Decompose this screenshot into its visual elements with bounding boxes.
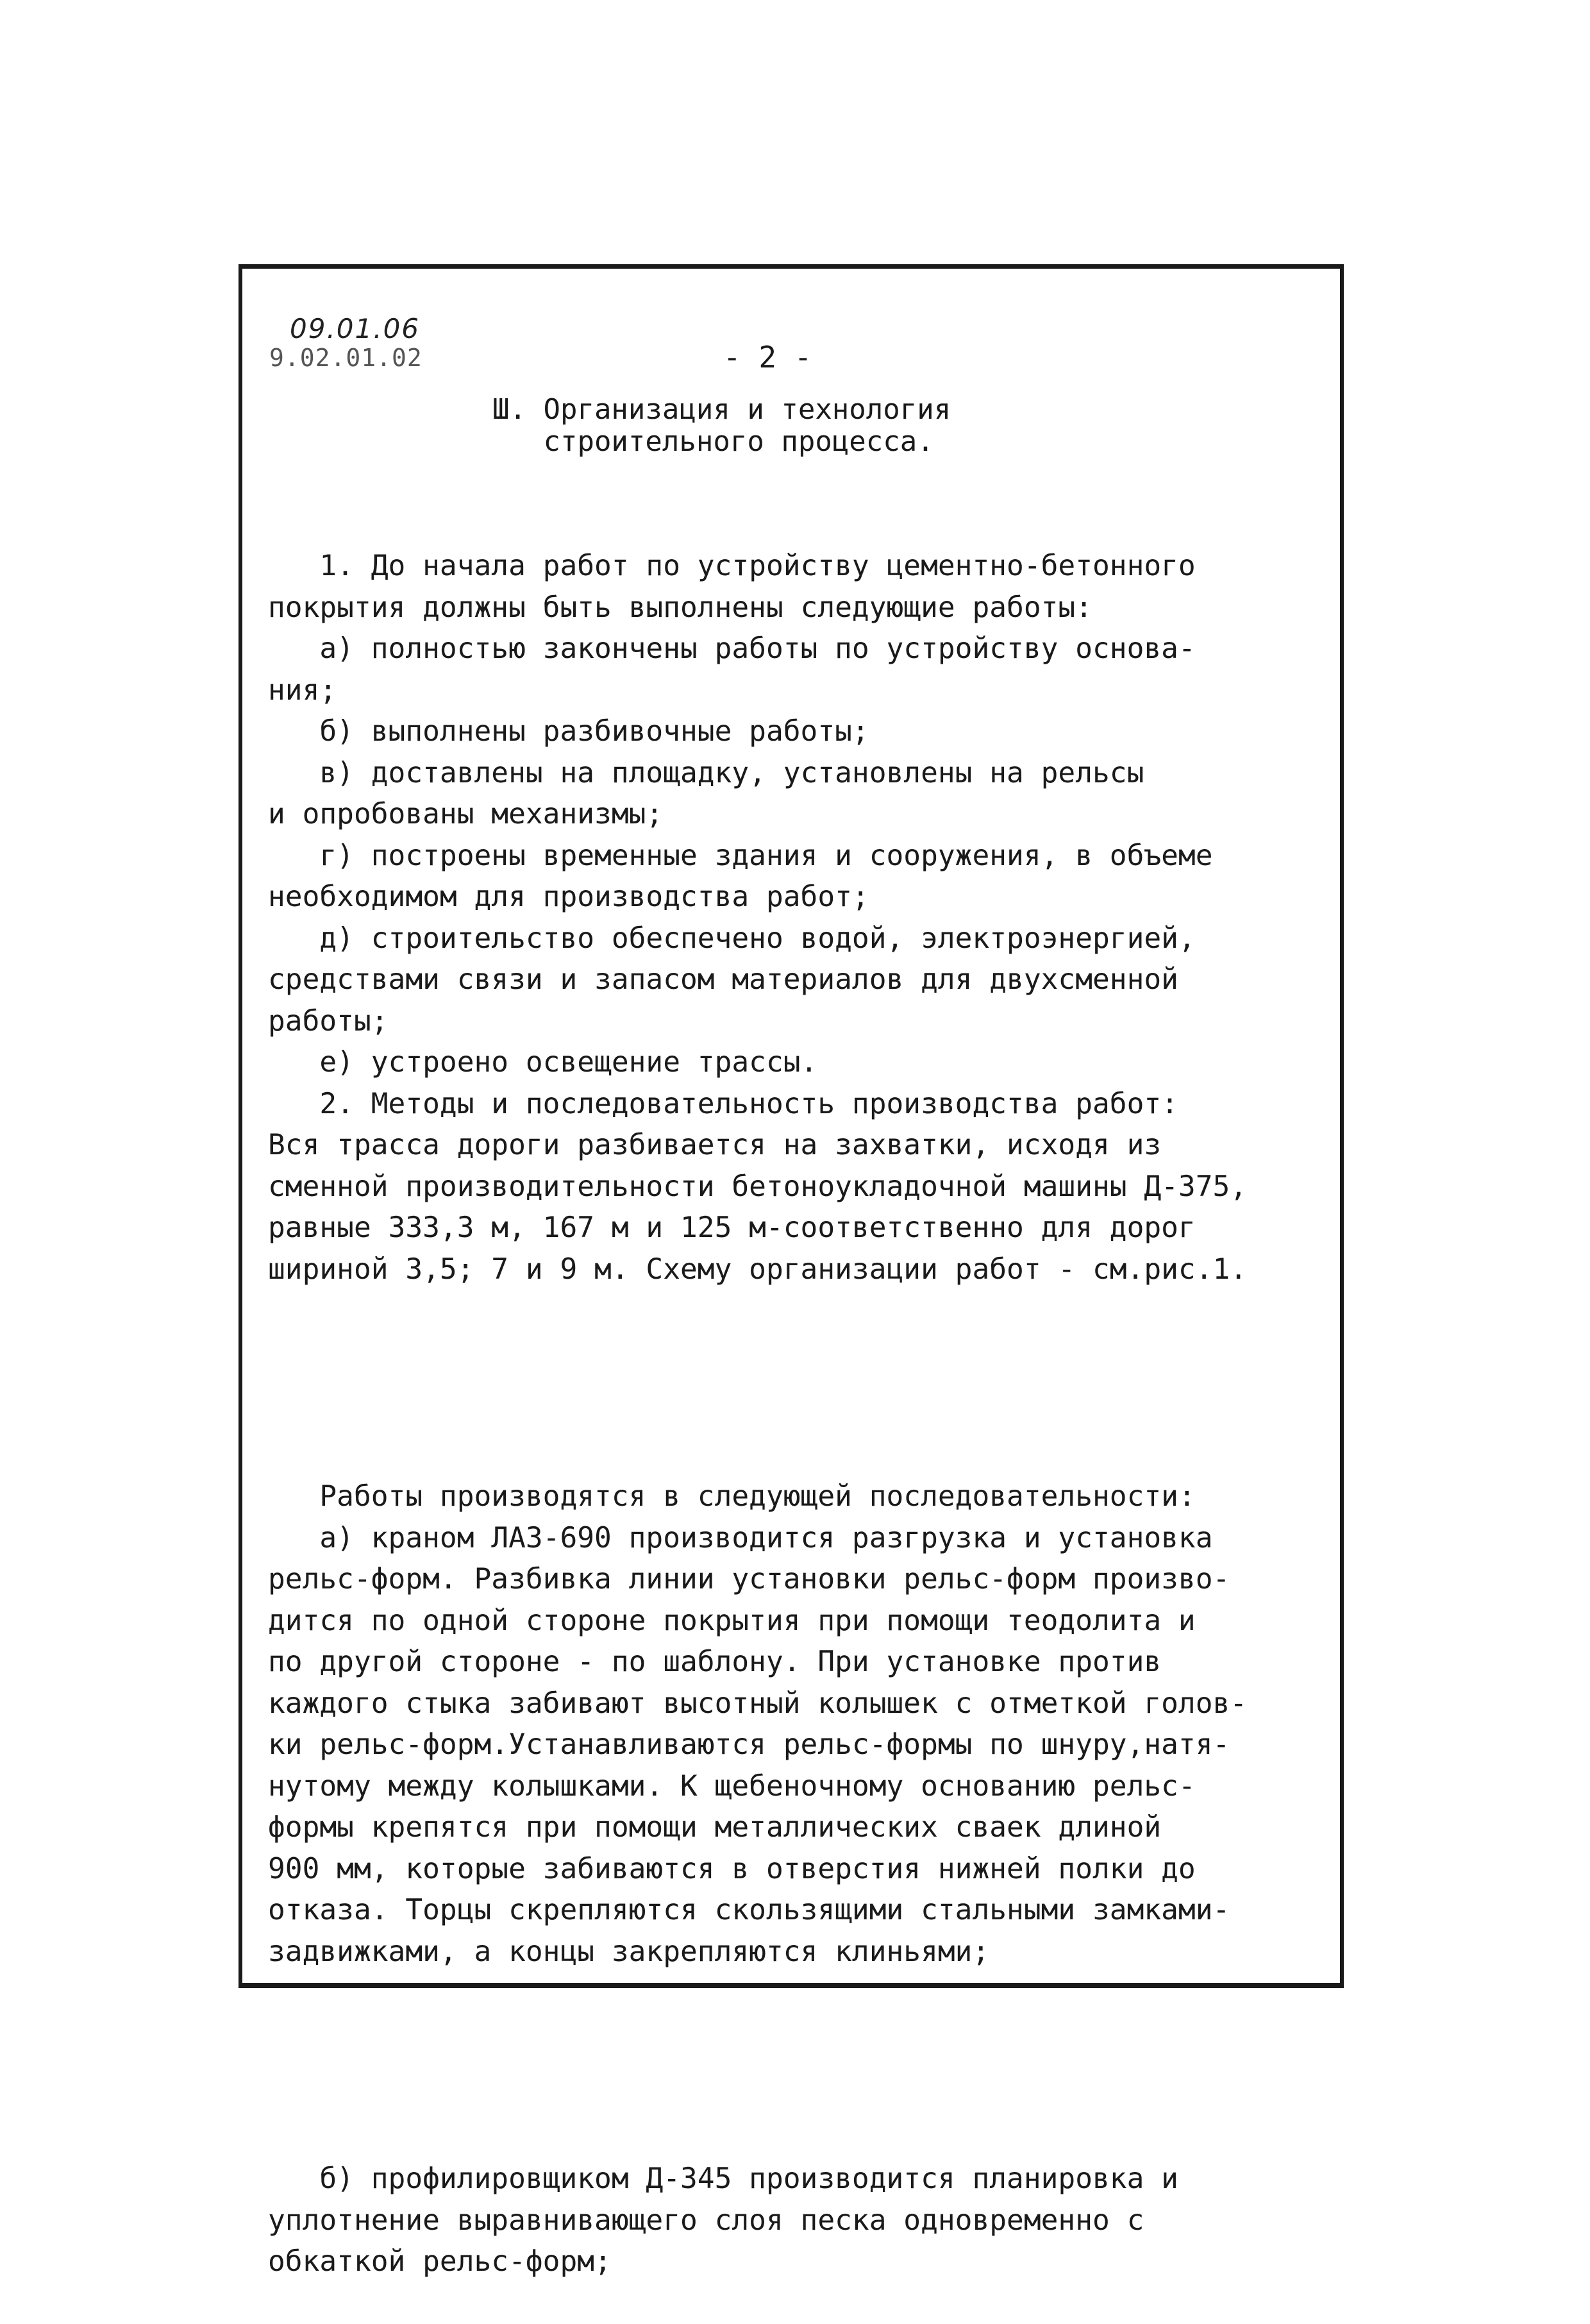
text-line: б) выполнены разбивочные работы; xyxy=(268,715,869,748)
page-number: - 2 - xyxy=(723,340,812,375)
body-text xyxy=(268,463,1332,2324)
text-line: равные 333,3 м, 167 м и 125 м-соответственно для дорог xyxy=(268,1211,1196,1244)
text-line: в) доставлены на площадку, установлены на рельсы xyxy=(268,756,1144,789)
section-title xyxy=(492,394,951,458)
text-line: шириной 3,5; 7 и 9 м. Схему организации работ - см.рис.1. xyxy=(268,1252,1248,1286)
text-line: б) профилировщиком Д-345 производится планировка и xyxy=(268,2162,1178,2195)
text-line: г) построены временные здания и сооружения, в объеме xyxy=(268,839,1213,872)
text-line: а) полностью закончены работы по устройству основа- xyxy=(268,632,1196,665)
text-line: работы; xyxy=(268,1004,389,1038)
document-code-typed: 9.02.01.02 xyxy=(269,344,423,372)
text-line: по другой стороне - по шаблону. При установке против xyxy=(268,1646,1162,1678)
paragraph-gap xyxy=(268,1373,1332,1394)
text-line: рельс-форм. Разбивка линии установки рельс-форм произво- xyxy=(268,1563,1230,1596)
section-title-line: строительного процесса. xyxy=(492,425,934,458)
text-line: и опробованы механизмы; xyxy=(268,798,664,830)
text-line: каждого стыка забивают высотный колышек с отметкой голов- xyxy=(268,1687,1248,1720)
section-title-line: Ш. Организация и технология xyxy=(492,393,951,426)
text-line: е) устроено освещение трассы. xyxy=(268,1046,818,1079)
text-line: Вся трасса дороги разбивается на захватки, исходя из xyxy=(268,1129,1162,1161)
text-line: ния; xyxy=(268,673,337,707)
text-line: нутому между колышками. К щебеночному основанию рельс- xyxy=(268,1769,1196,1803)
text-line: задвижками, а концы закрепляются клиньями; xyxy=(268,1935,990,1968)
text-line: формы крепятся при помощи металлических сваек длиной xyxy=(268,1811,1162,1844)
text-line: уплотнение выравнивающего слоя песка одновременно с xyxy=(268,2203,1144,2237)
paragraph-sequence xyxy=(268,1476,1332,1973)
paragraph-profiling xyxy=(268,2159,1332,2283)
text-line: 1. До начала работ по устройству цементно-бетонного xyxy=(268,550,1196,582)
paragraph-preparation-and-methods xyxy=(268,546,1332,1290)
text-line: дится по одной стороне покрытия при помощи теодолита и xyxy=(268,1604,1196,1637)
text-line: обкаткой рельс-форм; xyxy=(268,2245,612,2278)
document-code-handwritten: 09.01.06 xyxy=(290,313,421,344)
text-line: сменной производительности бетоноукладочной машины Д-375, xyxy=(268,1170,1248,1203)
text-line: отказа. Торцы скрепляются скользящими стальными замками- xyxy=(268,1894,1230,1926)
text-line: средствами связи и запасом материалов для двухсменной xyxy=(268,963,1178,996)
text-line: 900 мм, которые забиваются в отверстия нижней полки до xyxy=(268,1852,1196,1885)
paragraph-gap xyxy=(268,2055,1332,2076)
text-line: ки рельс-форм.Устанавливаются рельс-формы по шнуру,натя- xyxy=(268,1728,1230,1761)
text-line: 2. Методы и последовательность производства работ: xyxy=(268,1087,1178,1120)
text-line: д) строительство обеспечено водой, электроэнергией, xyxy=(268,922,1196,955)
text-line: покрытия должны быть выполнены следующие работы: xyxy=(268,591,1092,624)
text-line: необходимом для производства работ; xyxy=(268,880,869,913)
text-line: а) краном ЛАЗ-690 производится разгрузка и установка xyxy=(268,1521,1213,1554)
text-line: Работы производятся в следующей последовательности: xyxy=(268,1480,1196,1513)
